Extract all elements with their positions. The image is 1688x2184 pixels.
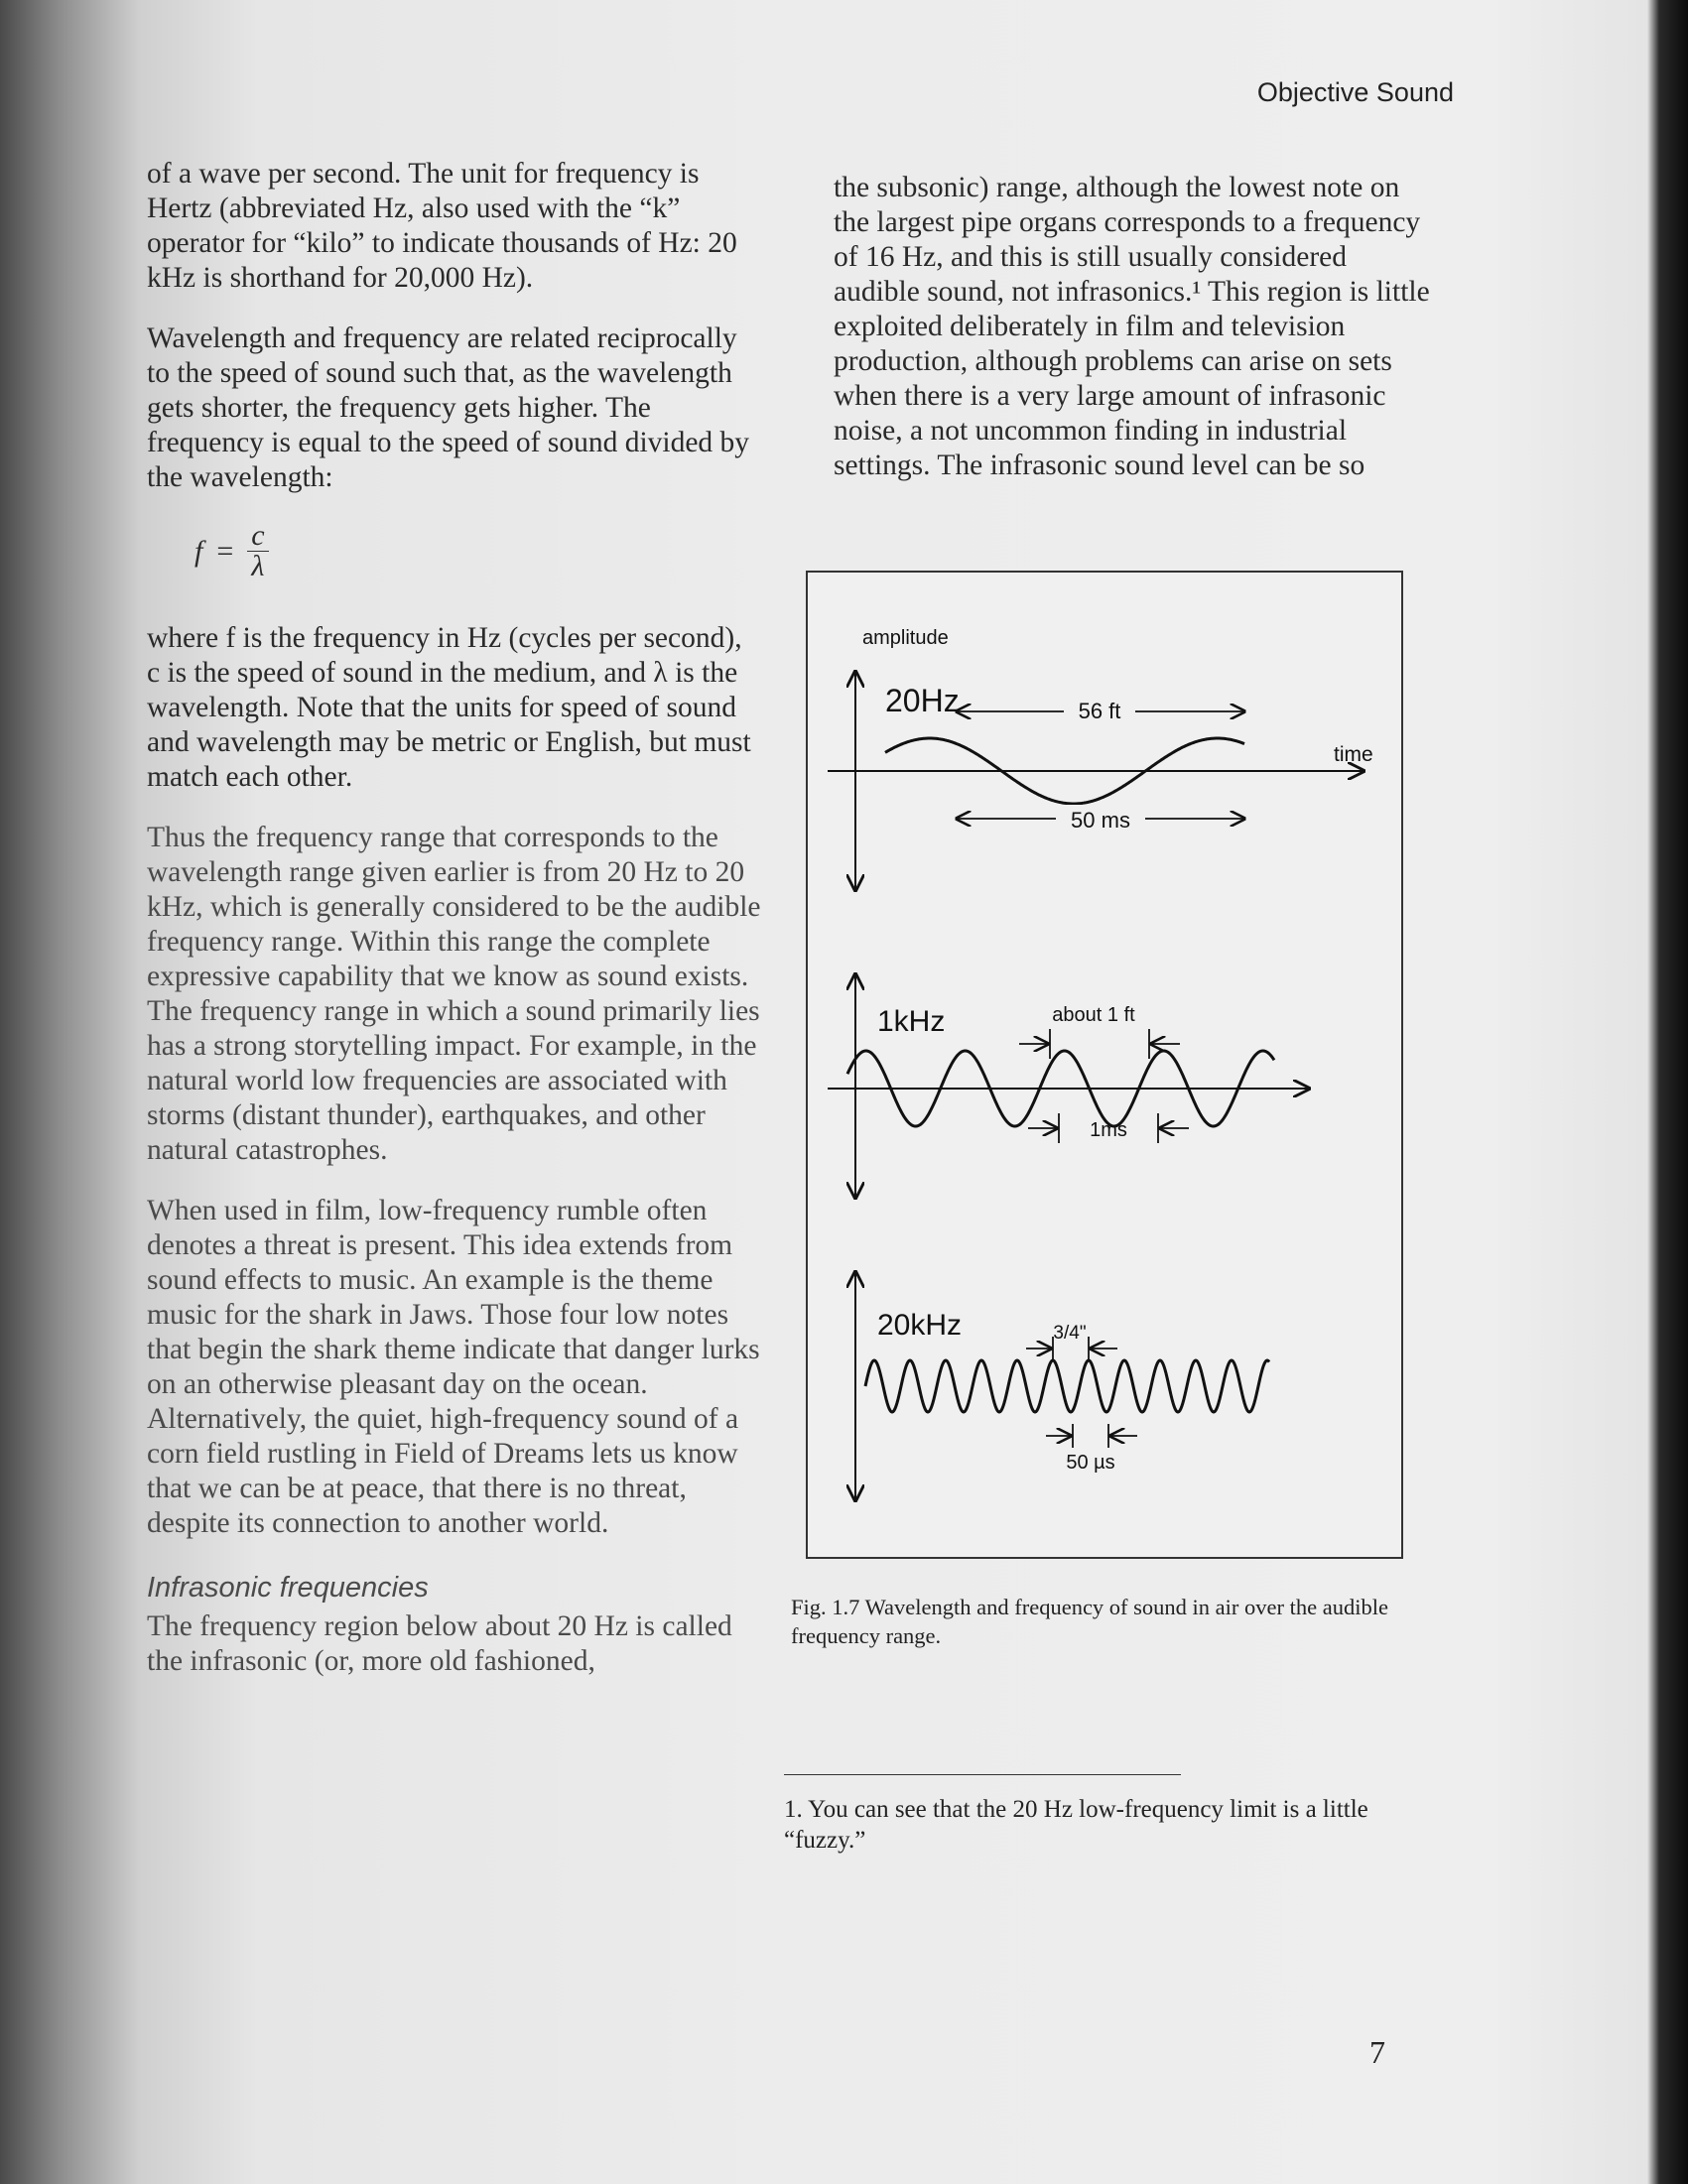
wavelength-label-20hz: 56 ft: [1078, 699, 1121, 723]
freq-label-20khz: 20kHz: [877, 1309, 963, 1342]
figure-caption: Fig. 1.7 Wavelength and frequency of sound in air over the audible frequency range.: [791, 1595, 1388, 1648]
panel-20hz: [828, 627, 1373, 890]
formula-denominator: λ: [251, 550, 265, 582]
period-label-20hz: 50 ms: [1071, 808, 1130, 833]
amplitude-label: amplitude: [862, 627, 949, 649]
formula-equals: =: [216, 535, 234, 568]
right-paragraph-1: the subsonic) range, although the lowest note on the largest pipe organs corresponds to a frequency of 16 Hz, and this is still usually considered audible sound, not infrasonics.¹ This region is little exploited deliberately in film and television production, although problems can arise on sets when there is a very large amount of infrasonic noise, a not uncommon finding in industrial settings. The infrasonic sound level can be so: [834, 172, 1430, 481]
period-label-20khz: 50 µs: [1066, 1452, 1115, 1474]
panel-1khz: [828, 974, 1309, 1198]
left-paragraph-5: When used in film, low-frequency rumble often denotes a threat is present. This idea extends from sound effects to music. An example is the theme music for the shark in Jaws. Those four low notes that begin the shark theme indicate that danger lurks on an otherwise pleasant day on the ocean. Alternatively, the quiet, high-frequency sound of a corn field rustling in Field of Dreams lets us know that we can be at peace, that there is no threat, despite its connection to another world.: [147, 1195, 760, 1539]
page-number: 7: [1369, 2034, 1385, 2070]
formula-lhs: f: [195, 535, 203, 568]
formula-fraction: [247, 521, 268, 581]
running-header: Objective Sound: [1256, 77, 1454, 107]
wavelength-diagram: [808, 573, 1401, 1557]
freq-label-1khz: 1kHz: [877, 1005, 946, 1038]
left-paragraph-3: where f is the frequency in Hz (cycles per second), c is the speed of sound in the medium, and λ is the wavelength. Note that the units for speed of sound and wavelength may be metric or English, but must match each other.: [147, 622, 751, 793]
period-label-1khz: 1ms: [1090, 1119, 1127, 1141]
panel-20khz: [855, 1272, 1269, 1500]
wavelength-label-1khz: about 1 ft: [1052, 1004, 1135, 1026]
left-column: [147, 157, 762, 1705]
wavelength-label-20khz: 3/4": [1053, 1323, 1087, 1344]
section-subhead: Infrasonic frequencies: [147, 1572, 429, 1604]
footnote: 1. You can see that the 20 Hz low-frequency limit is a little “fuzzy.”: [784, 1796, 1368, 1854]
wave-20khz: [865, 1360, 1269, 1412]
frequency-formula: [195, 521, 762, 581]
time-label: time: [1334, 743, 1373, 766]
right-column: [834, 171, 1439, 509]
footnote-rule: [784, 1774, 1181, 1775]
wavelength-figure: [806, 571, 1403, 1559]
formula-numerator: c: [247, 521, 268, 552]
left-paragraph-1: of a wave per second. The unit for frequency is Hertz (abbreviated Hz, also used with the “k” operator for “kilo” to indicate thousands of Hz: 20 kHz is shorthand for 20,000 Hz).: [147, 158, 737, 294]
left-paragraph-4: Thus the frequency range that corresponds to the wavelength range given earlier is from 20 Hz to 20 kHz, which is generally considered to be the audible frequency range. Within this range the complete expressive capability that we know as sound exists. The frequency range in which a sound primarily lies has a strong storytelling impact. For example, in the natural world low frequencies are associated with storms (distant thunder), earthquakes, and other natural catastrophes.: [147, 822, 761, 1166]
left-paragraph-2: Wavelength and frequency are related reciprocally to the speed of sound such that, as the wavelength gets shorter, the frequency gets higher. The frequency is equal to the speed of sound divided by the wavelength:: [147, 322, 750, 493]
left-paragraph-6: The frequency region below about 20 Hz is called the infrasonic (or, more old fashioned,: [147, 1610, 732, 1677]
freq-label-20hz: 20Hz: [885, 683, 960, 718]
